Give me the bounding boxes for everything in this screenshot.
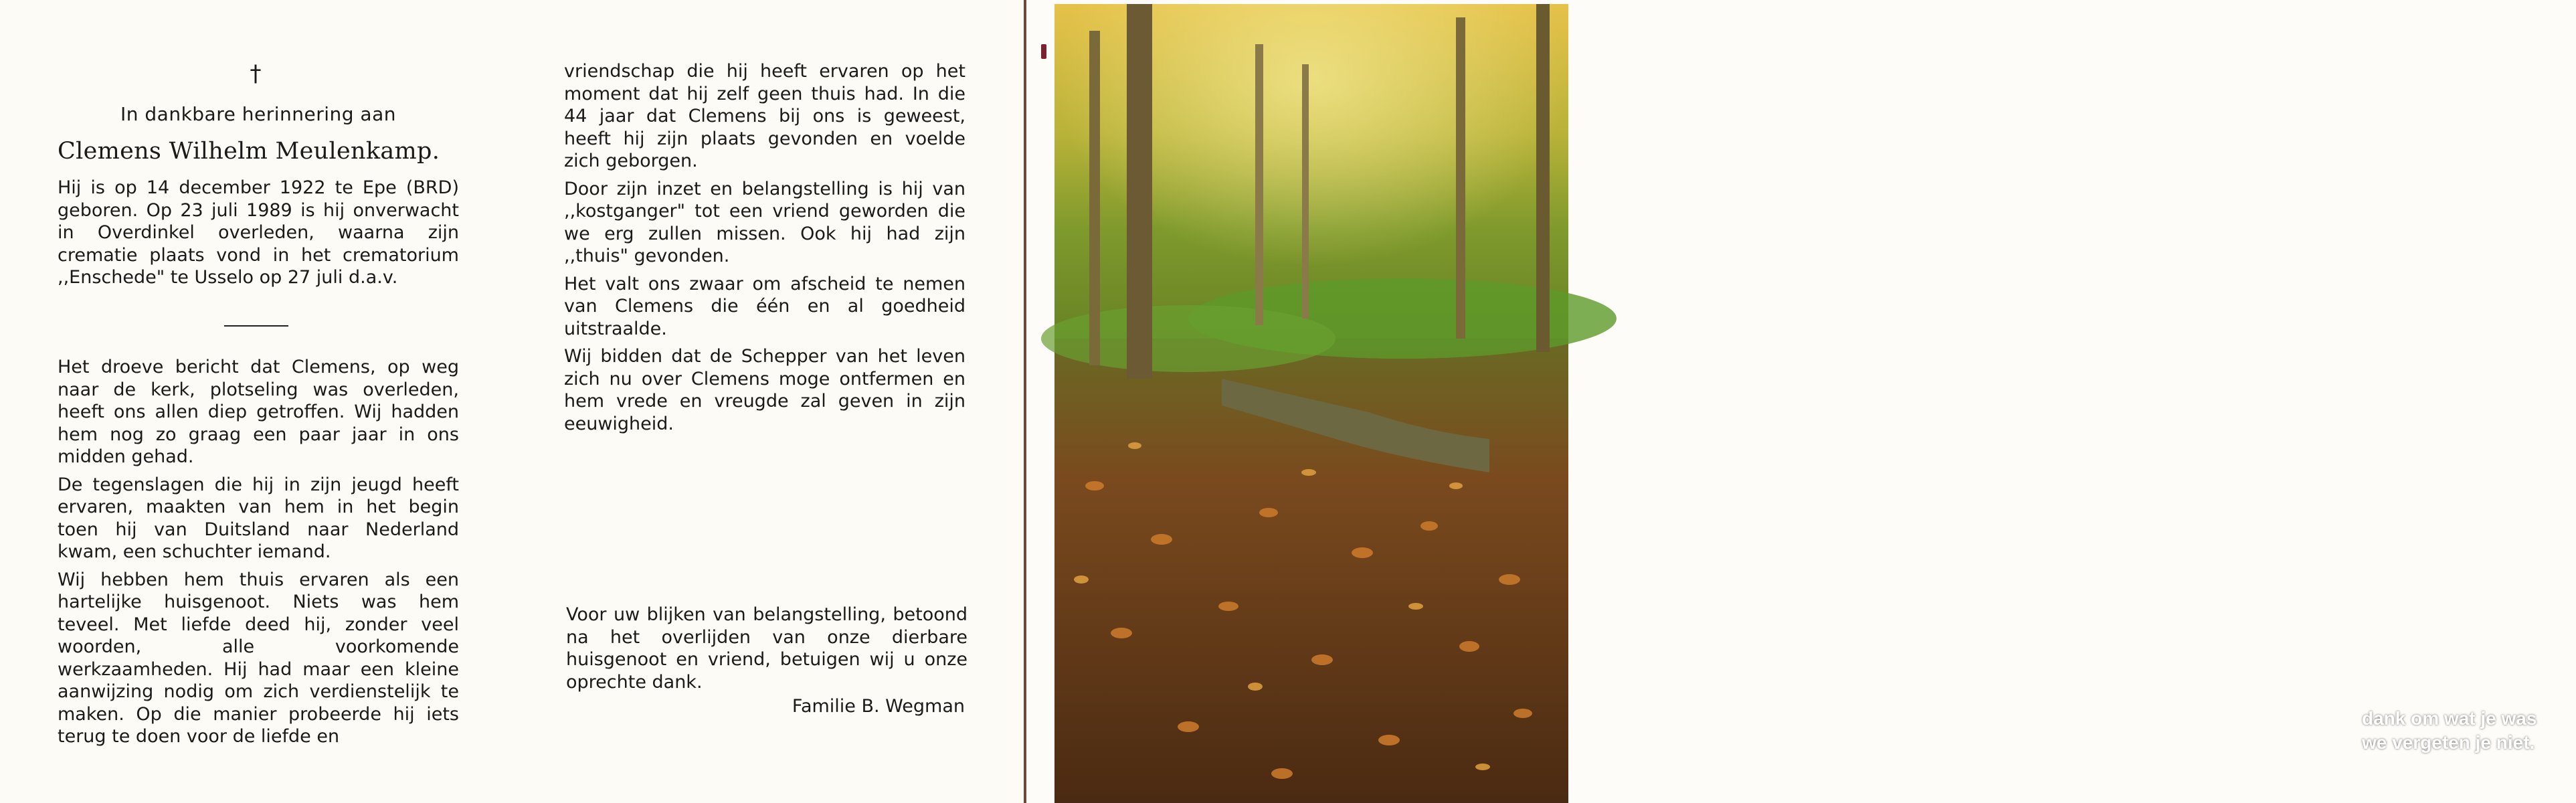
cross-symbol: † xyxy=(250,60,262,87)
right-body-column xyxy=(564,60,965,440)
intro-block xyxy=(58,177,459,294)
right-paragraph-1: vriendschap die hij heeft ervaren op het moment dat hij zelf geen thuis had. In die 44 jaar dat Clemens bij ons is geweest, heeft hij zijn plaats gevonden en voelde zich geborgen. xyxy=(564,61,965,171)
memorial-card-text-page xyxy=(0,0,1024,803)
autumn-forest-photo xyxy=(1054,4,2537,803)
right-paragraph-3: Het valt ons zwaar om afscheid te nemen van Clemens die één en al goedheid uitstraalde. xyxy=(564,273,965,339)
card-tab-mark xyxy=(1041,44,1046,59)
photo-caption xyxy=(2362,707,2576,755)
right-paragraph-4: Wij bidden dat de Schepper van het leven zich nu over Clemens moge ontfermen en hem vrede en vreugde zal geven in zijn eeuwigheid. xyxy=(564,346,965,434)
caption-line-1: dank om wat je was xyxy=(2362,708,2537,729)
intro-paragraph: Hij is op 14 december 1922 te Epe (BRD) geboren. Op 23 juli 1989 is hij onverwacht in Overdinkel overleden, waarna zijn crematie plaats vond in het crematorium ,,Enschede" te Usselo op 27 juli d.a.v. xyxy=(58,177,459,288)
left-paragraph-2: De tegenslagen die hij in zijn jeugd heeft ervaren, maakten van hem in het begin toen hij van Duitsland naar Nederland kwam, een schuchter iemand. xyxy=(58,474,459,562)
deceased-name: Clemens Wilhelm Meulenkamp. xyxy=(58,138,440,165)
thanks-paragraph: Voor uw blijken van belangstelling, betoond na het overlijden van onze dierbare huisgenoot en vriend, betuigen wij u onze oprechte dank. xyxy=(566,604,968,693)
left-paragraph-1: Het droeve bericht dat Clemens, op weg naar de kerk, plotseling was overleden, heeft ons allen diep getroffen. Wij hadden hem nog zo graag een paar jaar in ons midden gehad. xyxy=(58,357,459,467)
left-body-column xyxy=(58,356,459,753)
right-paragraph-2: Door zijn inzet en belangstelling is hij van ,,kostganger" tot een vriend geworden die we erg zullen missen. Ook hij had zijn ,,thuis" gevonden. xyxy=(564,178,965,266)
family-signature: Familie B. Wegman xyxy=(792,696,965,717)
divider-line xyxy=(224,325,288,327)
memory-line: In dankbare herinnering aan xyxy=(120,103,396,125)
caption-line-2: we vergeten je niet. xyxy=(2362,732,2535,753)
left-paragraph-3: Wij hebben hem thuis ervaren als een hartelijke huisgenoot. Niets was hem teveel. Met liefde deed hij, zonder veel woorden, alle voorkomende werkzaamheden. Hij had maar een kleine aanwijzing nodig om zich verdienstelijk te maken. Op die manier probeerde hij iets terug te doen voor de liefde en xyxy=(58,569,459,747)
card-fold-margin xyxy=(1026,0,1054,803)
forest-illustration xyxy=(1054,4,1568,803)
